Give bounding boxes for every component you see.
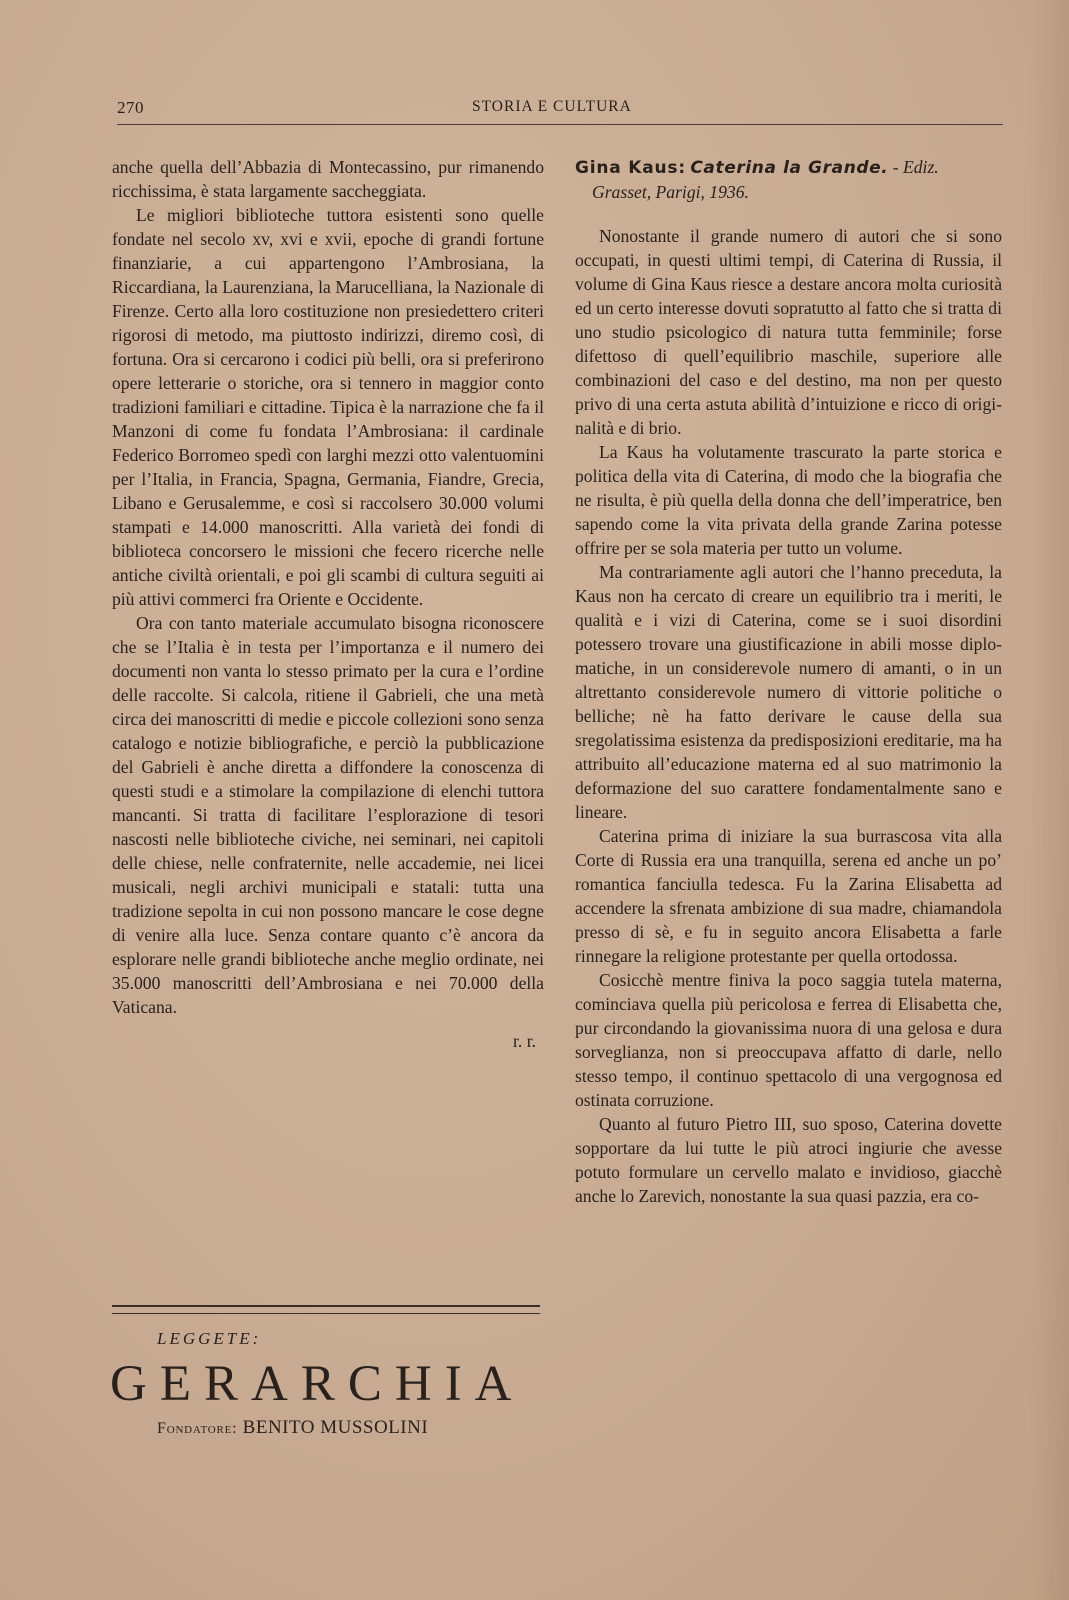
header-rule [117,124,1003,125]
paragraph: Le migliori biblioteche tuttora esistenti sono quelle fondate nel secolo xv, xvi e xvii, epoche di grandi fortune finanziarie, a cui appartengono l’Ambrosiana, la Riccardiana, la Laurenziana, la Marucelliana, la Nazionale di Firenze. Certo alla loro costituzione non presiedettero criteri rigorosi di metodo, ma piuttosto indirizzi, diremo così, di fortuna. Ora si cercarono i codici più belli, ora si preferirono opere letterarie o storiche, ora si tennero in maggior conto tradizioni familiari e cittadine. Tipica è la narrazione che fa il Manzoni di come fu fondata l’Ambrosiana: il cardinale Federico Borromeo spedì con larghi mezzi otto valentuomini per l’Italia, in Francia, Spagna, Germania, Fiandre, Grecia, Libano e Gerusalemme, e così si raccolsero 30.000 volumi stampati e 14.000 manoscritti. Alla varietà dei fondi di biblioteca concorsero le missioni che fecero ricerche nelle antiche civiltà orientali, e poi gli scambi di cultura seguiti ai più attivi commerci fra Oriente e Occidente. [112,205,544,609]
founder-label: Fondatore: [157,1420,238,1437]
advert-founder [157,1417,428,1439]
paragraph: Ora con tanto materiale accumulato bisogna riconoscere che se l’Italia è in testa per l’importanza e il numero dei documenti non vanta lo stesso primato per la cura e l’ordine delle raccolte. Si calcola, ritiene il Gabrieli, che una metà circa dei manoscritti di medie e piccole collezioni sono senza catalogo e notizie bibliografiche, e perciò la pubblicazione del Gabrieli è anche diretta a diffondere la conoscenza di questi studi e a stimolare la compilazione di elenchi tuttora mancanti. Si tratta di facilitare l’esplorazione di tesori nascosti nelle biblioteche civiche, nei seminari, nei capitoli delle chiese, nelle confraternite, nelle accademie, nei licei musicali, negli archivi municipali e statali: tutta una tradizione sepolta in cui non possono mancare le cose degne di venire alla luce. Senza contare quanto c’è ancora da esplorare nelle grandi biblioteche anche meglio ordinate, nei 35.000 manoscritti dell’Ambrosiana e nei 70.000 della Vaticana. [112,613,544,1017]
page-edge-shadow [1029,0,1069,1600]
right-column [575,155,1002,1208]
paragraph: La Kaus ha volutamente trascurato la parte storica e politica della vita di Caterina, di modo che la biografia che ne risulta, è più quella della donna che dell’imperatrice, ben sapendo come la vita privata della grande Zarina potesse offrire per se sola materia per tutto un volume. [575,442,1002,558]
review-edition: Ediz. [903,157,939,177]
page-number: 270 [117,98,144,117]
review-author: Gina Kaus: [575,158,686,178]
page-header [117,94,1003,124]
paragraph: Cosicchè mentre finiva la poco saggia tutela materna, cominciava quella più pericolosa e ferrea di Elisabetta che, pur circondando la giovanissima nuora di una gelosa e dura sorveglianza, non si preoccupava affatto di darle, nello stesso tempo, il continuo spettacolo di una vergognosa ed ostinata corruzione. [575,970,1002,1110]
left-column [112,155,544,1053]
review-heading [575,155,1002,180]
review-separator: - [888,157,904,177]
paragraph: anche quella dell’Abbazia di Montecassino, pur rimanendo ricchissima, è stata largamente saccheggiata. [112,157,544,201]
paragraph: Nonostante il grande numero di autori che si sono occupati, in questi ultimi tempi, di Caterina di Russia, il volume di Gina Kaus riesce a destare ancora molta curiosità ed un certo interesse dovuti sopratutto al fatto che si tratta di uno studio psicologico di natura tutta femminile; forse difettoso di quell’equilibrio maschile, superiore alle combinazioni del caso e del destino, ma non per questo privo di una certa astuta abilità d’intuizione e ricco di originalità e di brio. [575,226,1002,438]
review-publisher: Grasset, Parigi, 1936. [592,182,749,202]
paragraph: Ma contrariamente agli autori che l’hanno preceduta, la Kaus non ha cercato di creare un equilibrio tra i meriti, le qualità e i vizi di Caterina, come se i suoi disordini potessero trovare una giustificazione in abili mosse diplomatiche, in un considerevole numero di amanti, o in un altrettanto considerevole numero di vittorie politiche o belliche; nè ha fatto derivare le cause della sua sregolatissima esistenza da predisposizioni ereditarie, ma ha attribuito all’educazione materna ed al suo matrimonio la deformazione del suo carattere fondamentalmente sano e lineare. [575,562,1002,822]
author-initials: r. r. [513,1031,536,1051]
section-divider [112,1305,540,1314]
advert-label: LEGGETE: [157,1329,262,1348]
review-title: Caterina la Grande. [690,158,889,178]
advert-title: GERARCHIA [110,1356,525,1412]
founder-name: BENITO MUSSOLINI [242,1417,429,1438]
running-head: STORIA E CULTURA [472,98,632,115]
paragraph: Quanto al futuro Pietro III, suo sposo, Caterina dovette sopportare da lui tutte le più atroci ingiurie che avesse potuto formulare un cervello malato e invidioso, giacchè anche lo Zarevich, nonostante la sua quasi pazzia, era co- [575,1114,1002,1206]
paragraph: Caterina prima di iniziare la sua burrascosa vita alla Corte di Russia era una tranquilla, serena ed anche un po’ romantica fanciulla tedesca. Fu la Zarina Elisabetta ad accendere la sfrenata ambizione di sua madre, chiamandola presso di sè, e fu in seguito ancora Elisabetta a farle rinnegare la religione protestante per quella ortodossa. [575,826,1002,966]
